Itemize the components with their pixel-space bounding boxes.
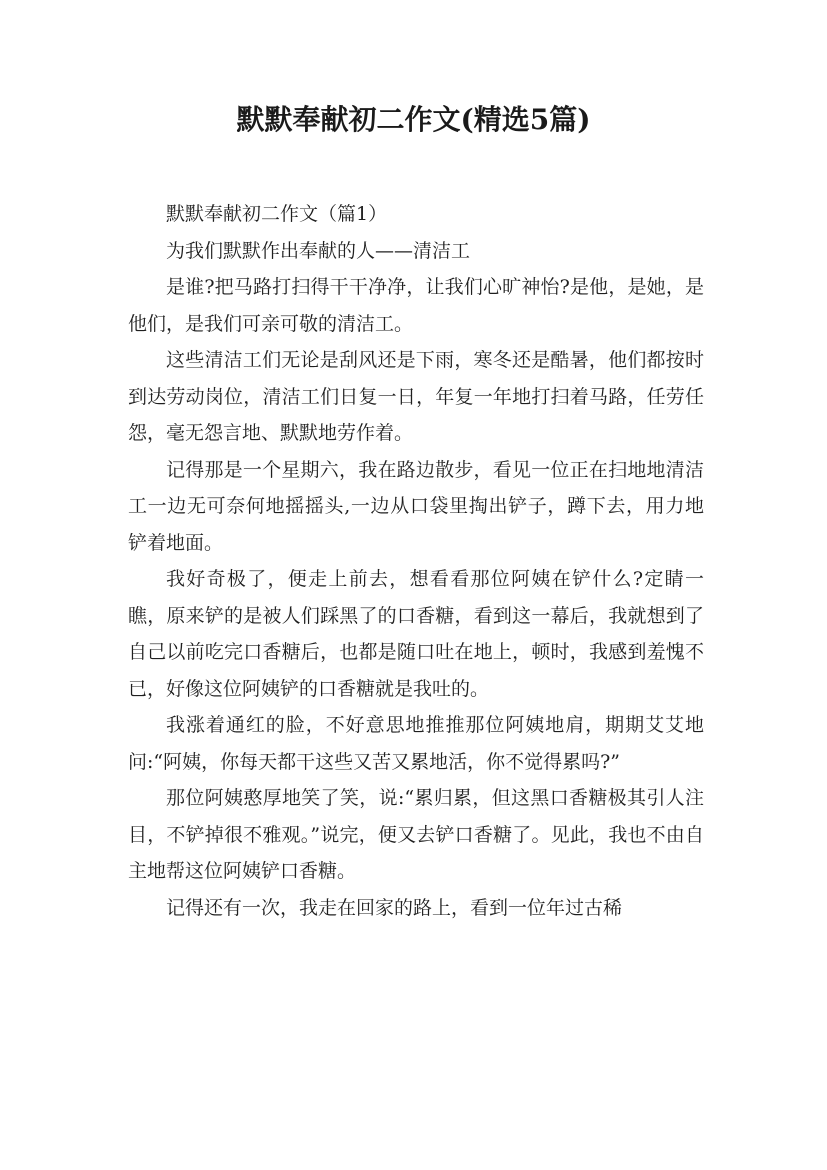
paragraph: 记得还有一次，我走在回家的路上，看到一位年过古稀	[166, 896, 623, 919]
paragraph: 那位阿姨憨厚地笑了笑，说:“累归累，但这黑口香糖极其引人注目，不铲掉很不雅观。”说完，便又去铲口香糖了。见此，我也不由自主地帮这位阿姨铲口香糖。	[128, 787, 704, 882]
paragraph: 记得那是一个星期六，我在路边散步，看见一位正在扫地地清洁工一边无可奈何地摇摇头,一边从口袋里掏出铲子，蹲下去，用力地铲着地面。	[128, 458, 704, 554]
paragraph: 我好奇极了，便走上前去，想看看那位阿姨在铲什么?定睛一瞧，原来铲的是被人们踩黑了的口香糖，看到这一幕后，我就想到了自己以前吃完口香糖后，也都是随口吐在地上，顿时，我感到羞愧不已，好像这位阿姨铲的口香糖就是我吐的。	[128, 568, 704, 700]
document-body	[128, 196, 704, 926]
paragraph: 为我们默默作出奉献的人——清洁工	[166, 239, 471, 262]
paragraph: 我涨着通红的脸，不好意思地推推那位阿姨地肩，期期艾艾地问:“阿姨，你每天都干这些又苦又累地活，你不觉得累吗?”	[128, 714, 704, 773]
paragraph: 是谁?把马路打扫得干干净净，让我们心旷神怡?是他，是她，是他们，是我们可亲可敬的清洁工。	[128, 276, 704, 335]
paragraph: 这些清洁工们无论是刮风还是下雨，寒冬还是酷暑，他们都按时到达劳动岗位，清洁工们日复一日，年复一年地打扫着马路，任劳任怨，毫无怨言地、默默地劳作着。	[128, 349, 704, 444]
paragraph: 默默奉献初二作文（篇1）	[166, 203, 388, 225]
document-title: 默默奉献初二作文(精选5篇)	[236, 103, 591, 136]
